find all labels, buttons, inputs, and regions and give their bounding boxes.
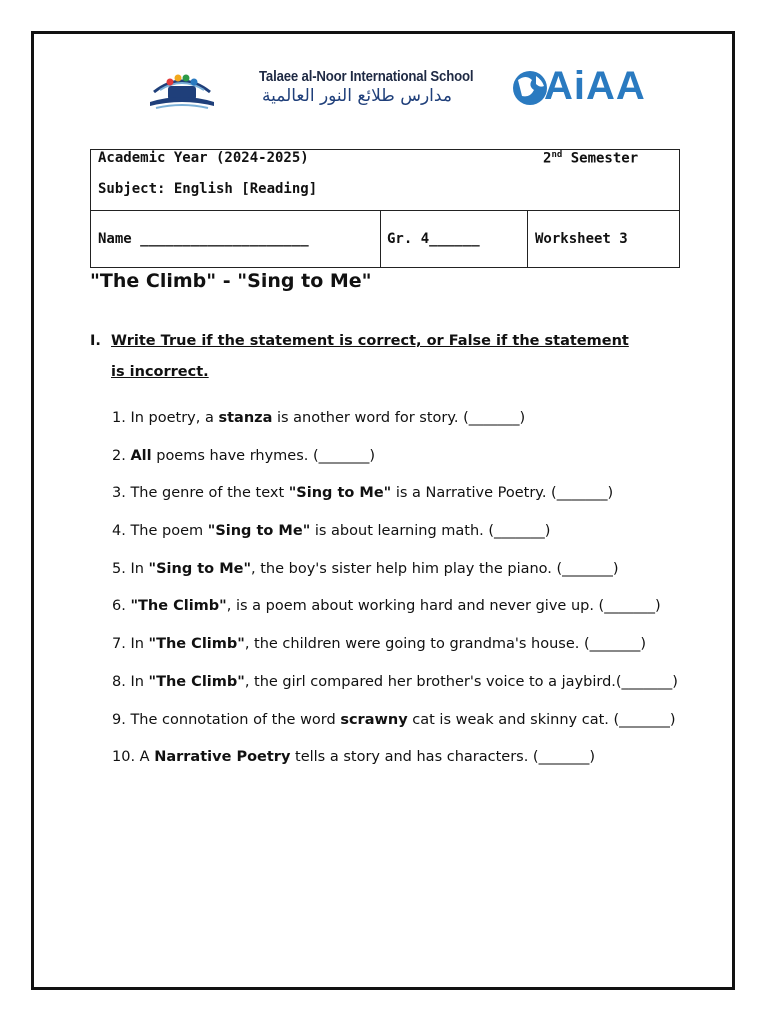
question-text: In [130, 636, 149, 653]
school-logo-icon [146, 64, 218, 112]
question-keyword: stanza [218, 410, 273, 426]
semester-number: 2 [543, 150, 552, 167]
question-number: 1. [112, 410, 126, 426]
question-text-end: , is a poem about working hard and never give up. (_______) [226, 598, 661, 615]
question-text-end: tells a story and has characters. (_______) [290, 749, 595, 766]
question-number: 2. [112, 447, 126, 464]
question-keyword: "Sing to Me" [288, 485, 392, 502]
section-number: I. [90, 333, 101, 349]
subject: Subject: English [Reading] [98, 181, 318, 197]
section-instruction [90, 326, 670, 388]
question-text: In [130, 560, 149, 577]
instruction-text-2: is incorrect. [111, 364, 209, 380]
question-keyword: "The Climb" [148, 673, 245, 690]
question-item [112, 403, 752, 441]
worksheet-number: Worksheet 3 [535, 231, 628, 247]
question-keyword: "The Climb" [130, 598, 227, 615]
question-keyword: "Sing to Me" [148, 560, 252, 577]
question-list [112, 403, 752, 780]
grade-field: Gr. 4______ [387, 231, 480, 247]
semester-suffix: nd [551, 150, 563, 160]
question-number: 6. [112, 598, 126, 615]
header-logos [140, 62, 660, 118]
question-number: 10. [112, 749, 136, 766]
question-text-end: , the children were going to grandma's house. (_______) [244, 636, 647, 653]
question-text: The poem [130, 523, 208, 540]
semester-label: Semester [562, 150, 639, 167]
question-item [112, 554, 752, 592]
question-text: In [130, 673, 149, 690]
question-number: 5. [112, 560, 126, 577]
question-keyword: Narrative Poetry [154, 749, 291, 766]
question-item [112, 667, 752, 705]
question-item [112, 591, 752, 629]
question-keyword: "The Climb" [148, 636, 245, 653]
question-text-end: is a Narrative Poetry. (_______) [391, 485, 614, 502]
instruction-line-2 [90, 357, 670, 388]
instruction-text-1: Write True if the statement is correct, or False if the statement [111, 333, 629, 349]
info-table [90, 149, 680, 268]
question-text-end: cat is weak and skinny cat. (_______) [407, 711, 676, 728]
question-item [112, 478, 752, 516]
question-item [112, 705, 752, 743]
worksheet-title: "The Climb" - "Sing to Me" [90, 270, 372, 292]
question-text: A [139, 749, 155, 766]
question-keyword: "Sing to Me" [207, 523, 311, 540]
instruction-line-1 [90, 326, 670, 357]
question-text-end: is another word for story. (_______) [272, 410, 526, 426]
question-number: 9. [112, 711, 126, 728]
question-keyword: All [130, 447, 152, 464]
question-text: The connotation of the word [130, 711, 341, 728]
question-item [112, 516, 752, 554]
question-number: 3. [112, 485, 126, 502]
question-text-end: , the boy's sister help him play the piano. (_______) [251, 560, 619, 577]
question-text-end: , the girl compared her brother's voice to a jaybird.(_______) [244, 673, 678, 690]
question-number: 8. [112, 673, 126, 690]
question-number: 4. [112, 523, 126, 540]
school-name-arabic: مدارس طلائع النور العالمية [262, 86, 452, 106]
question-text: The genre of the text [130, 485, 289, 502]
question-text-end: poems have rhymes. (_______) [151, 447, 376, 464]
name-field: Name ____________________ [98, 231, 309, 247]
question-item [112, 629, 752, 667]
question-keyword: scrawny [340, 711, 408, 728]
school-name-english: Talaee al-Noor International School [259, 68, 474, 85]
semester [543, 150, 638, 167]
question-text-end: is about learning math. (_______) [310, 523, 551, 540]
question-text: In poetry, a [130, 410, 219, 426]
question-number: 7. [112, 636, 126, 653]
question-item [112, 441, 752, 479]
academic-year: Academic Year (2024-2025) [98, 150, 309, 166]
aiaa-logo-text: AiAA [544, 64, 646, 108]
question-item [112, 742, 752, 780]
